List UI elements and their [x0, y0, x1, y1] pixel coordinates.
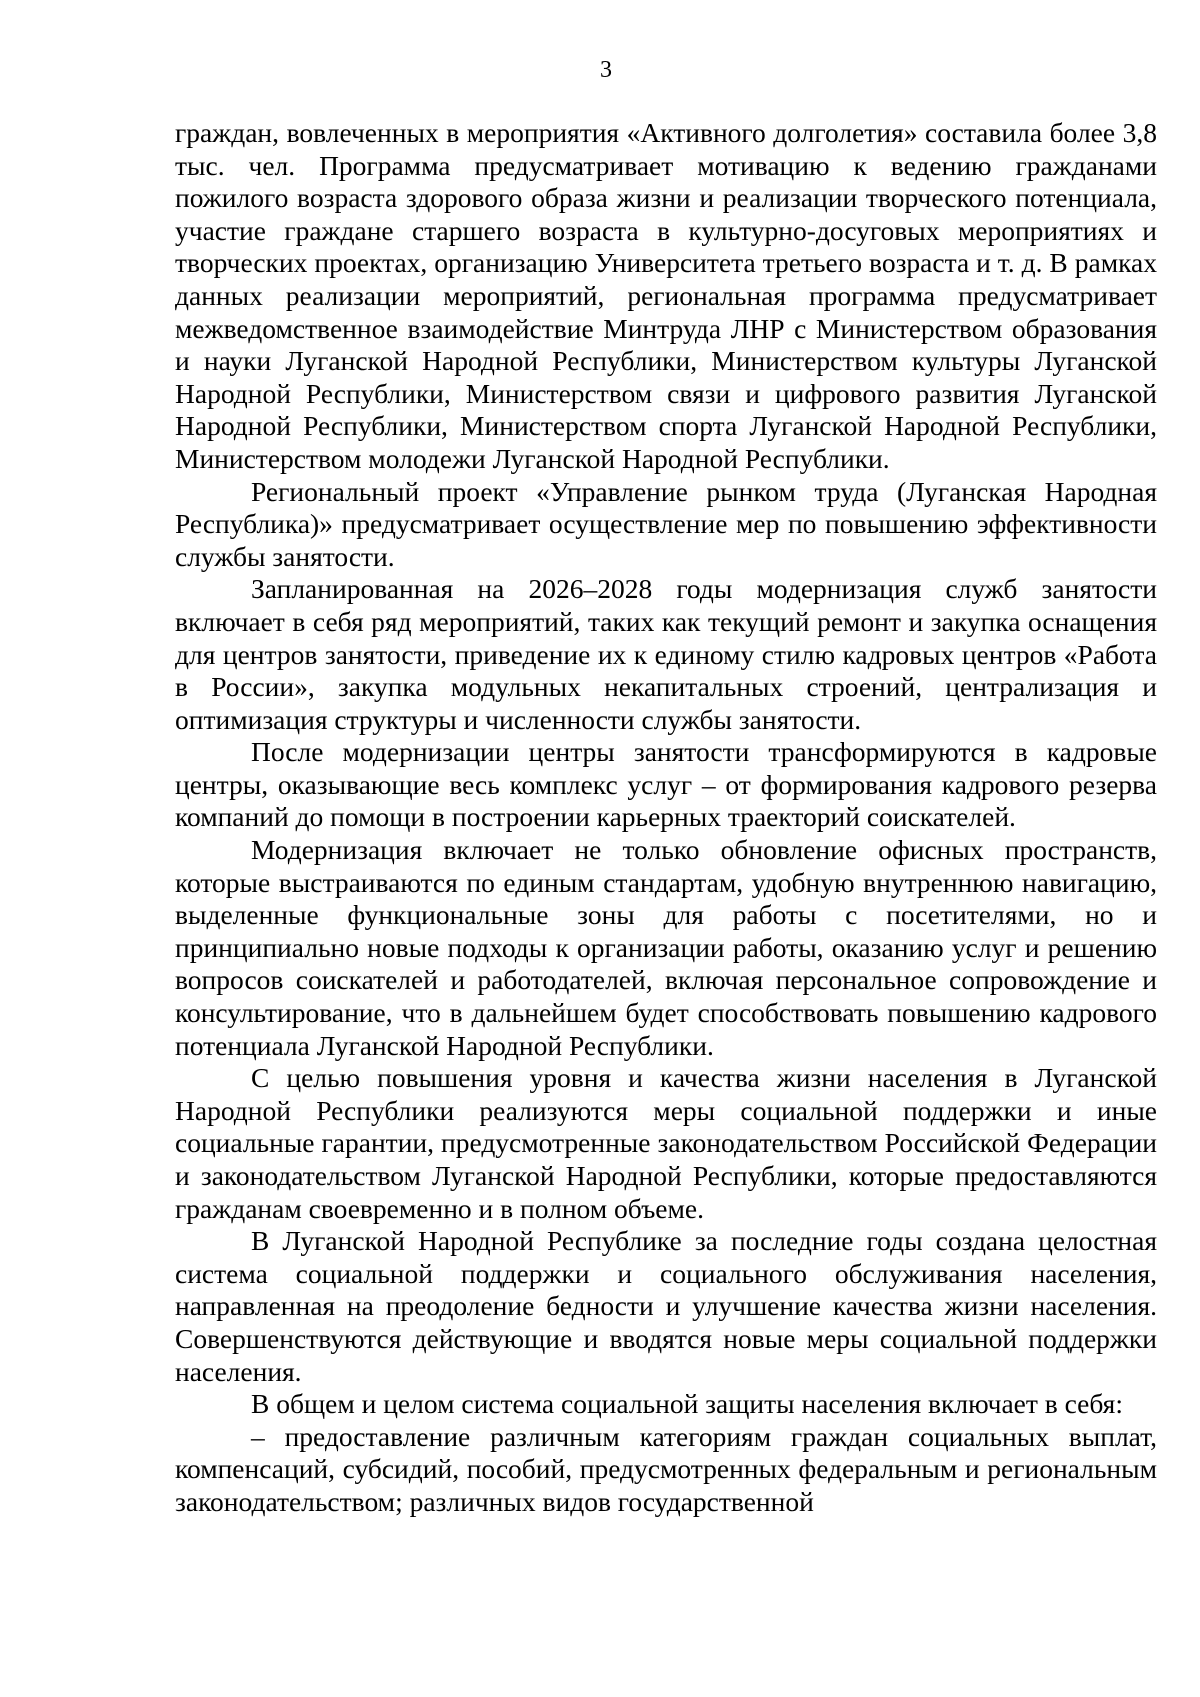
paragraph-active-longevity: граждан, вовлеченных в мероприятия «Активного долголетия» составила более 3,8 тыс. чел. Программа предусматривает мотивацию к ведению гражданами пожилого возраста здорового образа жизни и реализации творческого потенциала, участие граждане старшего возраста в культурно-досуговых мероприятиях и творческих проектах, организацию Университета третьего возраста и т. д. В рамках данных реализации мероприятий, региональная программа предусматривает межведомственное взаимодействие Минтруда ЛНР с Министерством образования и науки Луганской Народной Республики, Министерством культуры Луганской Народной Республики, Министерством связи и цифрового развития Луганской Народной Республики, Министерством спорта Луганской Народной Республики, Министерством молодежи Луганской Народной Республики. [175, 117, 1157, 474]
paragraph-social-support-system: В Луганской Народной Республике за последние годы создана целостная система социальной поддержки и социального обслуживания населения, направленная на преодоление бедности и улучшение качества жизни населения. Совершенствуются действующие и вводятся новые меры социальной поддержки населения. [175, 1225, 1157, 1387]
paragraph-social-guarantees: С целью повышения уровня и качества жизни населения в Луганской Народной Республики реализуются меры социальной поддержки и иные социальные гарантии, предусмотренные законодательством Российской Федерации и законодательством Луганской Народной Республики, которые предоставляются гражданам своевременно и в полном объеме. [175, 1062, 1157, 1224]
list-item-social-payments: – предоставление различным категориям граждан социальных выплат, компенсаций, субсидий, пособий, предусмотренных федеральным и региональным законодательством; различных видов государственной [175, 1420, 1157, 1517]
paragraph-social-protection-intro: В общем и целом система социальной защиты населения включает в себя: [251, 1388, 1123, 1420]
paragraph-staffing-centers: После модернизации центры занятости трансформируются в кадровые центры, оказывающие весь комплекс услуг – от формирования кадрового резерва компаний до помощи в построении карьерных траекторий соискателей. [175, 736, 1157, 833]
page-number: 3 [600, 57, 612, 83]
paragraph-labor-market-project: Региональный проект «Управление рынком труда (Луганская Народная Республика)» предусматривает осуществление мер по повышению эффективности службы занятости. [175, 475, 1157, 572]
paragraph-modernization-details: Модернизация включает не только обновление офисных пространств, которые выстраиваются по единым стандартам, удобную внутреннюю навигацию, выделенные функциональные зоны для работы с посетителями, но и принципиально новые подходы к организации работы, оказанию услуг и решению вопросов соискателей и работодателей, включая персональное сопровождение и консультирование, что в дальнейшем будет способствовать повышению кадрового потенциала Луганской Народной Республики. [175, 834, 1157, 1061]
paragraph-employment-modernization: Запланированная на 2026–2028 годы модернизация служб занятости включает в себя ряд мероприятий, таких как текущий ремонт и закупка оснащения для центров занятости, приведение их к единому стилю кадровых центров «Работа в России», закупка модульных некапитальных строений, централизация и оптимизация структуры и численности службы занятости. [175, 573, 1157, 735]
document-body [175, 117, 1157, 1519]
